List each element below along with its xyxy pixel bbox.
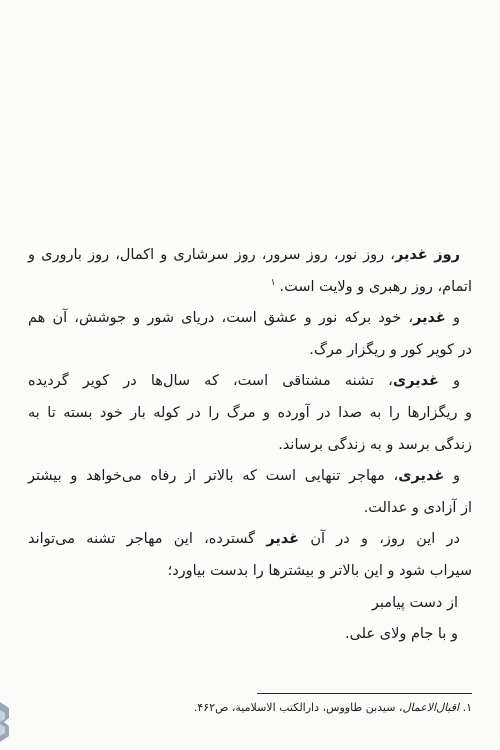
footnote-details: ، سیدبن طاووس، دارالکتب الاسلامیة، ص۴۶۲.	[193, 701, 403, 714]
paragraph-5-line-1: در این روز، و در آن غدیر گسترده، این مهاجر تشنه می‌تواند	[28, 531, 460, 548]
paragraph-3-line-1: و غدیری، تشنه مشتاقی است، که سال‌ها در کویر گردیده	[28, 373, 460, 390]
footnote-reference[interactable]: ۱	[270, 277, 276, 288]
paragraph-1-line-2: اتمام، روز رهبری و ولایت است.$^۱$	[270, 277, 472, 295]
poem-line-1: از دست پیامبر	[371, 594, 458, 611]
paragraph-5-line-2: سیراب شود و این بالاتر و بیشتر‌ها را بدست بیاورد؛	[167, 562, 472, 579]
paragraph-3-line-2: و ریگزارها را به صدا در آورده و مرگ را در کوله بار خود بسته تا به	[28, 404, 472, 421]
keyword: غدیری	[398, 468, 445, 485]
keyword: غدیر	[413, 310, 446, 327]
keyword: روز غدیر	[394, 247, 460, 263]
paragraph-4-line-1: و غدیری، مهاجر تنهایی است که بالاتر از رفاه می‌خواهد و بیشتر	[28, 468, 460, 485]
footnote-source-title: اقبال‌الاعمال	[402, 701, 460, 714]
poem-line-2: و با جام ولای علی.	[344, 626, 458, 643]
paragraph-3-line-3: زندگی برسد و به زندگی برساند.	[278, 436, 472, 453]
paragraph-4-line-2: از آزادی و عدالت.	[363, 499, 472, 516]
publisher-logo-icon	[0, 702, 14, 742]
footnote	[60, 700, 472, 716]
footnote-number: ۱.	[459, 701, 472, 714]
footnote-divider	[257, 693, 472, 694]
paragraph-2-line-2: در کویر کور و ریگزار مرگ.	[309, 341, 472, 358]
paragraph-2-line-1: و غدیر، خود برکه نور و عشق است، دریای شور و جوشش، آن هم	[28, 310, 460, 327]
keyword: غدیر	[266, 531, 300, 548]
paragraph-1-line-1: روز غدیر، روز نور، روز سرور، روز سرشاری و اکمال، روز باروری و	[28, 247, 460, 263]
body-text	[28, 240, 472, 651]
keyword: غدیری	[392, 373, 439, 390]
